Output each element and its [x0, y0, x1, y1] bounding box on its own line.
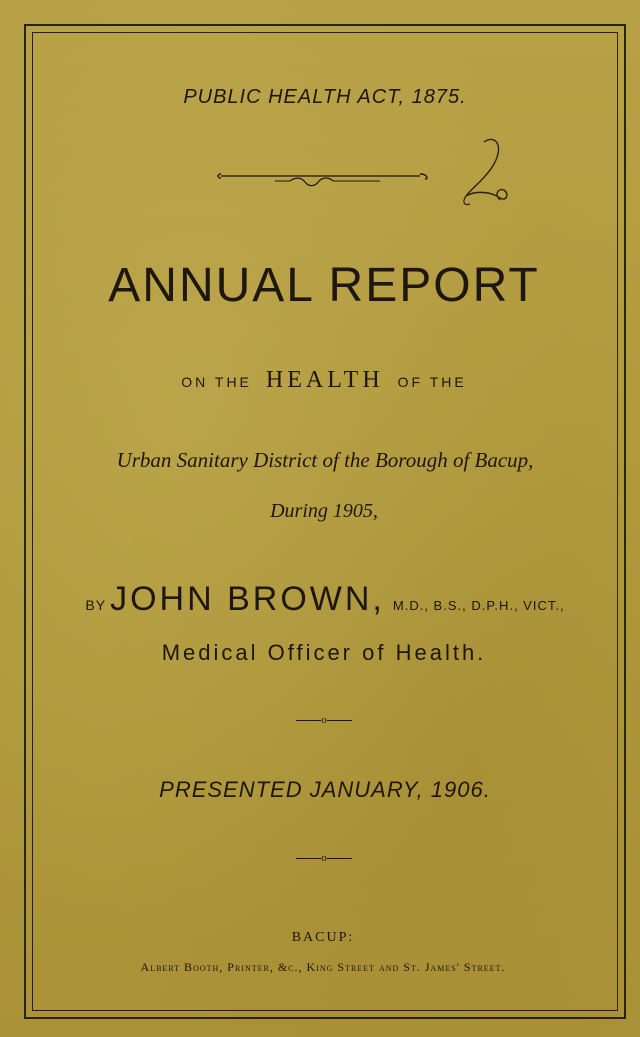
health-prefix: ON THE: [181, 374, 252, 390]
imprint-town: BACUP:: [291, 930, 355, 945]
report-title: ANNUAL REPORT: [108, 259, 540, 312]
separator-1: [8, 714, 640, 726]
separator-mark: o: [321, 852, 327, 864]
district-line: Urban Sanitary District of the Borough of Bacup,: [116, 448, 534, 472]
author-name: JOHN BROWN,: [110, 580, 385, 618]
act-title: PUBLIC HEALTH ACT, 1875.: [183, 86, 467, 108]
separator-2: [8, 852, 640, 864]
author-line: [10, 580, 640, 619]
health-word: HEALTH: [265, 367, 384, 393]
flourish-ornament-icon: [215, 165, 440, 195]
handwritten-number: [450, 132, 520, 208]
presented-date: PRESENTED JANUARY, 1906.: [159, 777, 491, 802]
author-degrees: M.D., B.S., D.P.H., VICT.,: [392, 598, 565, 613]
separator-mark: o: [321, 714, 327, 726]
author-role: Medical Officer of Health.: [161, 640, 487, 665]
during-year: During 1905,: [270, 500, 378, 522]
by-label: BY: [85, 597, 107, 613]
handwritten-number-text: 2: [484, 191, 485, 193]
health-suffix: OF THE: [397, 374, 467, 390]
health-line: [8, 367, 640, 394]
imprint-printer: Albert Booth, Printer, &c., King Street and St. James' Street.: [140, 960, 506, 974]
